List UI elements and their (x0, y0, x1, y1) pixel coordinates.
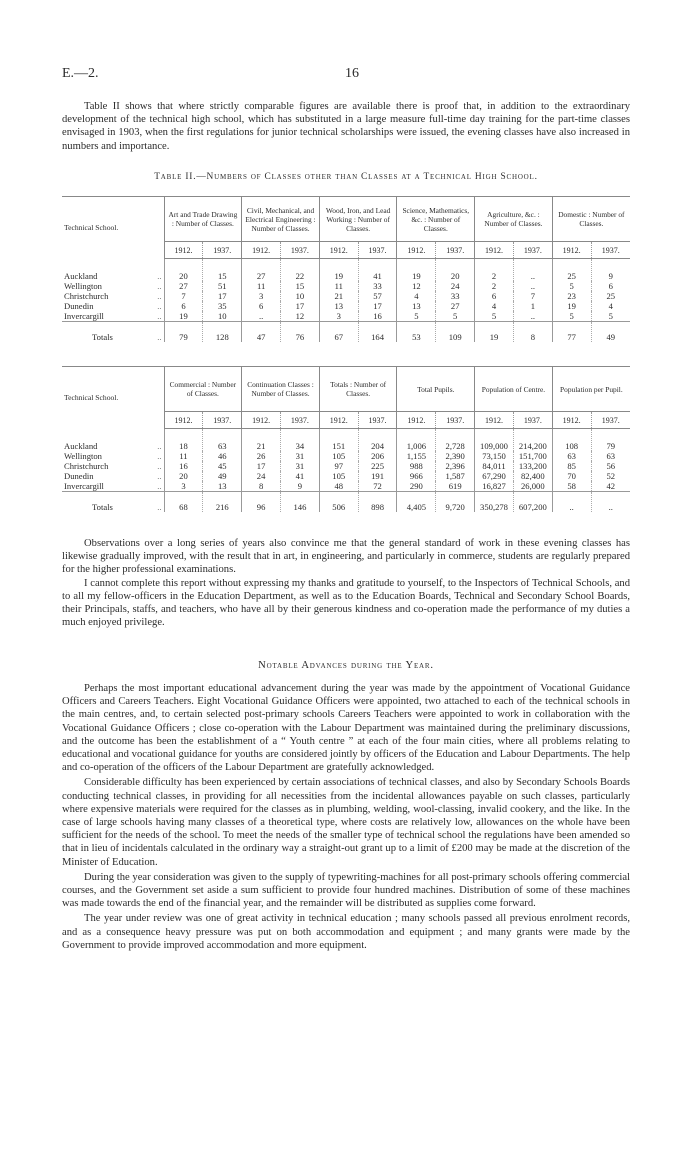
table-cell: 4 (475, 301, 514, 311)
table-cell: 97 (319, 461, 358, 471)
year-header: 1937. (281, 242, 320, 259)
totals-cell: 128 (203, 322, 242, 343)
table-cell: 48 (319, 481, 358, 492)
year-header: 1937. (436, 242, 475, 259)
table-caption: Table II.—Numbers of Classes other than Classes at a Technical High School. (154, 172, 538, 182)
table-cell: 7 (513, 291, 552, 301)
table-cell: 151,700 (513, 451, 552, 461)
school-name: Wellington (64, 281, 102, 291)
totals-cell: .. (552, 492, 591, 513)
totals-cell: 607,200 (513, 492, 552, 513)
table-cell: 11 (242, 281, 281, 291)
leader-dots: .. (157, 291, 162, 301)
table-cell: 12 (397, 281, 436, 291)
page-number: 16 (345, 66, 359, 81)
school-name: Christchurch (64, 291, 109, 301)
table-cell: 6 (242, 301, 281, 311)
leader-dots: .. (157, 440, 162, 451)
totals-cell: 216 (203, 492, 242, 513)
year-header: 1937. (358, 412, 397, 429)
table-cell: 5 (552, 311, 591, 322)
school-name: Dunedin (64, 471, 94, 481)
table-cell: 2,390 (436, 451, 475, 461)
document-reference: E.—2. (62, 66, 99, 81)
table-cell: 70 (552, 471, 591, 481)
totals-label: Totals (62, 322, 148, 343)
table-cell: 151 (319, 429, 358, 452)
leader-dots: .. (148, 492, 164, 513)
table-cell: 41 (281, 471, 320, 481)
leader-dots: .. (157, 311, 162, 321)
table-cell: 225 (358, 461, 397, 471)
table-cell: 17 (242, 461, 281, 471)
table-cell: 84,011 (475, 461, 514, 471)
column-group-header: Art and Trade Drawing : Number of Classes. (164, 197, 242, 242)
table-cell: 206 (358, 451, 397, 461)
table-row (62, 259, 630, 282)
column-group-header: Population per Pupil. (552, 367, 630, 412)
table-row (62, 471, 630, 481)
section-title: Notable Advances during the Year. (258, 660, 434, 671)
totals-cell: 79 (164, 322, 203, 343)
table-cell: 20 (164, 259, 203, 282)
table-cell: 24 (436, 281, 475, 291)
table-row (62, 429, 630, 452)
table-cell: 15 (281, 281, 320, 291)
table-cell: 6 (591, 281, 630, 291)
table-cell: 18 (164, 429, 203, 452)
table-cell: 63 (591, 451, 630, 461)
intro-paragraph: Table II shows that where strictly comparable figures are available there is proof that, in addition to the extraordinary development of the technical high school, which has substituted in a large measure full-time day training for the part-time classes envisaged in 1903, when the first regulations for junior technical scholarships were issued, the evening classes have also increased in numbers and importance. (62, 101, 630, 152)
table-cell: 16,827 (475, 481, 514, 492)
column-group-header: Agriculture, &c. : Number of Classes. (475, 197, 553, 242)
year-review-paragraph: The year under review was one of great activity in technical education ; many schools passed all previous enrolment records, and as a consequence heavy pressure was put on both accommodation and equipment ; and many grants were made by the Government to provide improved accommodation and more equipment. (62, 913, 630, 951)
table-classes-part1 (62, 196, 630, 342)
table-cell: 34 (281, 429, 320, 452)
totals-cell: 506 (319, 492, 358, 513)
table-row (62, 301, 630, 311)
table-cell: 24 (242, 471, 281, 481)
table-cell: 26 (242, 451, 281, 461)
table-row (62, 461, 630, 471)
year-header: 1937. (591, 412, 630, 429)
totals-cell: 68 (164, 492, 203, 513)
table-cell: 27 (164, 281, 203, 291)
year-header: 1937. (203, 242, 242, 259)
table-cell: 72 (358, 481, 397, 492)
table-cell: 35 (203, 301, 242, 311)
year-header: 1912. (164, 242, 203, 259)
table-cell: 2,728 (436, 429, 475, 452)
leader-dots: .. (157, 451, 162, 461)
leader-dots: .. (157, 471, 162, 481)
table-cell: 11 (319, 281, 358, 291)
column-group-header: Totals : Number of Classes. (319, 367, 397, 412)
table-cell: 1,155 (397, 451, 436, 461)
year-header: 1912. (475, 412, 514, 429)
leader-dots: .. (157, 481, 162, 491)
year-header: 1937. (513, 242, 552, 259)
table-cell: 22 (281, 259, 320, 282)
table-cell: 105 (319, 471, 358, 481)
totals-cell: 8 (513, 322, 552, 343)
typewriters-paragraph: During the year consideration was given to the supply of typewriting-machines for all post-primary schools offering commercial courses, and the Government set aside a sum sufficient to provide four hundred machines. Distribution of some of these machines was made towards the end of the financial year, and the remainder will be distributed as supplies come forward. (62, 871, 630, 910)
year-header: 1912. (552, 242, 591, 259)
totals-cell: 146 (281, 492, 320, 513)
table-row (62, 311, 630, 322)
table-cell: 20 (164, 471, 203, 481)
column-group-header: Continuation Classes : Number of Classes. (242, 367, 320, 412)
totals-cell: 47 (242, 322, 281, 343)
table-cell: 46 (203, 451, 242, 461)
totals-row (62, 322, 630, 343)
year-header: 1937. (591, 242, 630, 259)
year-header: 1937. (513, 412, 552, 429)
table-cell: 133,200 (513, 461, 552, 471)
table-cell: 63 (203, 429, 242, 452)
notable-advances-block (62, 682, 630, 954)
totals-cell: .. (591, 492, 630, 513)
year-header: 1912. (475, 242, 514, 259)
table-cell: 9 (591, 259, 630, 282)
table-cell: 3 (164, 481, 203, 492)
table-cell: 31 (281, 461, 320, 471)
table-cell: 17 (281, 301, 320, 311)
leader-dots: .. (148, 322, 164, 343)
table-cell: 17 (358, 301, 397, 311)
table-cell: 5 (591, 311, 630, 322)
year-header: 1912. (164, 412, 203, 429)
table-cell: 3 (319, 311, 358, 322)
school-name: Dunedin (64, 301, 94, 311)
table-cell: 19 (397, 259, 436, 282)
column-group-header: Total Pupils. (397, 367, 475, 412)
table-cell: 6 (475, 291, 514, 301)
table-cell: 988 (397, 461, 436, 471)
table-cell: 109,000 (475, 429, 514, 452)
totals-cell: 898 (358, 492, 397, 513)
table-cell: 966 (397, 471, 436, 481)
table-classes-part2 (62, 366, 630, 512)
totals-cell: 164 (358, 322, 397, 343)
table-cell: .. (242, 311, 281, 322)
year-header: 1912. (319, 242, 358, 259)
incidental-allowances-paragraph: Considerable difficulty has been experienced by certain associations of technical classes, and also by Secondary Schools Boards conducting technical classes, in providing for all necessities from the incidental allowances payable on such classes, particularly where expensive materials were required for the classes as in plumbing, welding, wool-classing, invalid cookery, and the like. In the case of large schools having many classes of a theoretical type, where costs are relatively low, allowances on the whole have been sufficient for the needs of the school. To meet the needs of the smaller type of technical school the regulations have been amended so that in lieu of incidentals calculated in the ordinary way a straight-out grant up to a limit of £200 may be made at the discretion of the Minister of Education. (62, 777, 630, 868)
table-cell: 108 (552, 429, 591, 452)
table-cell: 23 (552, 291, 591, 301)
table-cell: 191 (358, 471, 397, 481)
year-header: 1912. (552, 412, 591, 429)
totals-cell: 53 (397, 322, 436, 343)
table-cell: 16 (164, 461, 203, 471)
table-cell: .. (513, 311, 552, 322)
leader-dots: .. (157, 270, 162, 281)
table-row (62, 451, 630, 461)
table-cell: 49 (203, 471, 242, 481)
intro-paragraph-block (62, 100, 630, 153)
table-cell: 2,396 (436, 461, 475, 471)
year-header: 1912. (397, 242, 436, 259)
table-cell: 79 (591, 429, 630, 452)
column-group-header: Population of Centre. (475, 367, 553, 412)
table-cell: 25 (591, 291, 630, 301)
leader-dots: .. (157, 281, 162, 291)
table-cell: 4 (397, 291, 436, 301)
column-group-header: Commercial : Number of Classes. (164, 367, 242, 412)
table-cell: 9 (281, 481, 320, 492)
school-name: Invercargill (64, 311, 104, 321)
table-cell: 6 (164, 301, 203, 311)
table-cell: 56 (591, 461, 630, 471)
table-cell: 204 (358, 429, 397, 452)
observations-block (62, 537, 630, 629)
school-name: Auckland (64, 440, 98, 451)
table-cell: 21 (242, 429, 281, 452)
table-cell: 19 (164, 311, 203, 322)
table-cell: 13 (319, 301, 358, 311)
table-cell: 26,000 (513, 481, 552, 492)
table-cell: 85 (552, 461, 591, 471)
table-cell: 1,587 (436, 471, 475, 481)
table-cell: 7 (164, 291, 203, 301)
table-cell: 27 (242, 259, 281, 282)
column-group-header: Wood, Iron, and Lead Working : Number of Classes. (319, 197, 397, 242)
year-header: 1937. (358, 242, 397, 259)
leader-dots: .. (157, 461, 162, 471)
year-header: 1937. (281, 412, 320, 429)
table-cell: 67,290 (475, 471, 514, 481)
year-header: 1912. (397, 412, 436, 429)
table-cell: 63 (552, 451, 591, 461)
totals-cell: 49 (591, 322, 630, 343)
table-cell: 73,150 (475, 451, 514, 461)
school-name: Christchurch (64, 461, 109, 471)
year-header: 1912. (242, 242, 281, 259)
table-cell: 13 (203, 481, 242, 492)
table-cell: 41 (358, 259, 397, 282)
table-cell: 82,400 (513, 471, 552, 481)
table-cell: 10 (203, 311, 242, 322)
table-cell: 19 (552, 301, 591, 311)
year-header: 1937. (436, 412, 475, 429)
school-name: Wellington (64, 451, 102, 461)
table-cell: 19 (319, 259, 358, 282)
totals-cell: 76 (281, 322, 320, 343)
totals-cell: 67 (319, 322, 358, 343)
table-cell: 21 (319, 291, 358, 301)
totals-cell: 96 (242, 492, 281, 513)
totals-cell: 109 (436, 322, 475, 343)
table-cell: 17 (203, 291, 242, 301)
table-cell: 619 (436, 481, 475, 492)
table-cell: 5 (552, 281, 591, 291)
table-cell: 214,200 (513, 429, 552, 452)
year-header: 1912. (319, 412, 358, 429)
table-cell: 51 (203, 281, 242, 291)
totals-cell: 19 (475, 322, 514, 343)
table-cell: 25 (552, 259, 591, 282)
observations-paragraph: Observations over a long series of years also convince me that the general standard of work in these evening classes has likewise gradually improved, with the result that in art, in engineering, and particularly in commerce, students are regularly prepared for the higher professional examinations. (62, 538, 630, 576)
table-cell: 2 (475, 281, 514, 291)
row-label-header: Technical School. (62, 367, 164, 429)
table-cell: 8 (242, 481, 281, 492)
table-cell: 12 (281, 311, 320, 322)
table-cell: 13 (397, 301, 436, 311)
vocational-guidance-paragraph: Perhaps the most important educational advancement during the year was made by the appointment of Vocational Guidance Officers and Careers Teachers. Eight Vocational Guidance Officers were appointed, two attached to each of the technical schools in the main centres, and, to certain selected post-primary schools Careers Teachers were appointed to work in collaboration with the Vocational Guidance Officers ; close co-operation with the Labour Department was maintained during the preliminary discussions, and the outcome has been the establishment of a “ Youth centre ” at each of the four main cities, where all problems relating to educational and vocational guidance for youths are considered jointly by officers of the Education and Labour Departments. The help and co-operation of the officers of the Labour Department are gratefully acknowledged. (62, 683, 630, 774)
table-row (62, 281, 630, 291)
totals-cell: 4,405 (397, 492, 436, 513)
table-cell: 5 (397, 311, 436, 322)
table-cell: 57 (358, 291, 397, 301)
column-group-header: Civil, Mechanical, and Electrical Engineering : Number of Classes. (242, 197, 320, 242)
table-cell: 33 (358, 281, 397, 291)
table-cell: 2 (475, 259, 514, 282)
year-header: 1937. (203, 412, 242, 429)
table-cell: 16 (358, 311, 397, 322)
school-name: Invercargill (64, 481, 104, 491)
table-cell: 58 (552, 481, 591, 492)
table-cell: 1,006 (397, 429, 436, 452)
table-cell: 31 (281, 451, 320, 461)
table-cell: 10 (281, 291, 320, 301)
table-cell: 11 (164, 451, 203, 461)
column-group-header: Science, Mathematics, &c. : Number of Classes. (397, 197, 475, 242)
totals-cell: 9,720 (436, 492, 475, 513)
table-cell: 4 (591, 301, 630, 311)
year-header: 1912. (242, 412, 281, 429)
table-cell: 52 (591, 471, 630, 481)
table-row (62, 291, 630, 301)
school-name: Auckland (64, 270, 98, 281)
table-cell: 42 (591, 481, 630, 492)
table-cell: 33 (436, 291, 475, 301)
table-cell: 45 (203, 461, 242, 471)
thanks-paragraph: I cannot complete this report without expressing my thanks and gratitude to yourself, to the Inspectors of Technical Schools, and to all my fellow-officers in the Education Department, as well as to the Education Boards, Technical and Secondary School Boards, their Principals, staffs, and teachers, who have all by their generous kindness and co-operation made the performance of my duties a much enjoyed privilege. (62, 577, 630, 629)
totals-cell: 77 (552, 322, 591, 343)
table-cell: 105 (319, 451, 358, 461)
table-cell: 3 (242, 291, 281, 301)
table-cell: 5 (475, 311, 514, 322)
totals-label: Totals (62, 492, 148, 513)
totals-cell: 350,278 (475, 492, 514, 513)
table-cell: 27 (436, 301, 475, 311)
row-label-header: Technical School. (62, 197, 164, 259)
page-header (62, 66, 642, 86)
column-group-header: Domestic : Number of Classes. (552, 197, 630, 242)
totals-row (62, 492, 630, 513)
table-cell: .. (513, 259, 552, 282)
table-cell: .. (513, 281, 552, 291)
table-cell: 5 (436, 311, 475, 322)
table-cell: 15 (203, 259, 242, 282)
table-cell: 290 (397, 481, 436, 492)
table-cell: 20 (436, 259, 475, 282)
leader-dots: .. (157, 301, 162, 311)
table-row (62, 481, 630, 492)
table-cell: 1 (513, 301, 552, 311)
